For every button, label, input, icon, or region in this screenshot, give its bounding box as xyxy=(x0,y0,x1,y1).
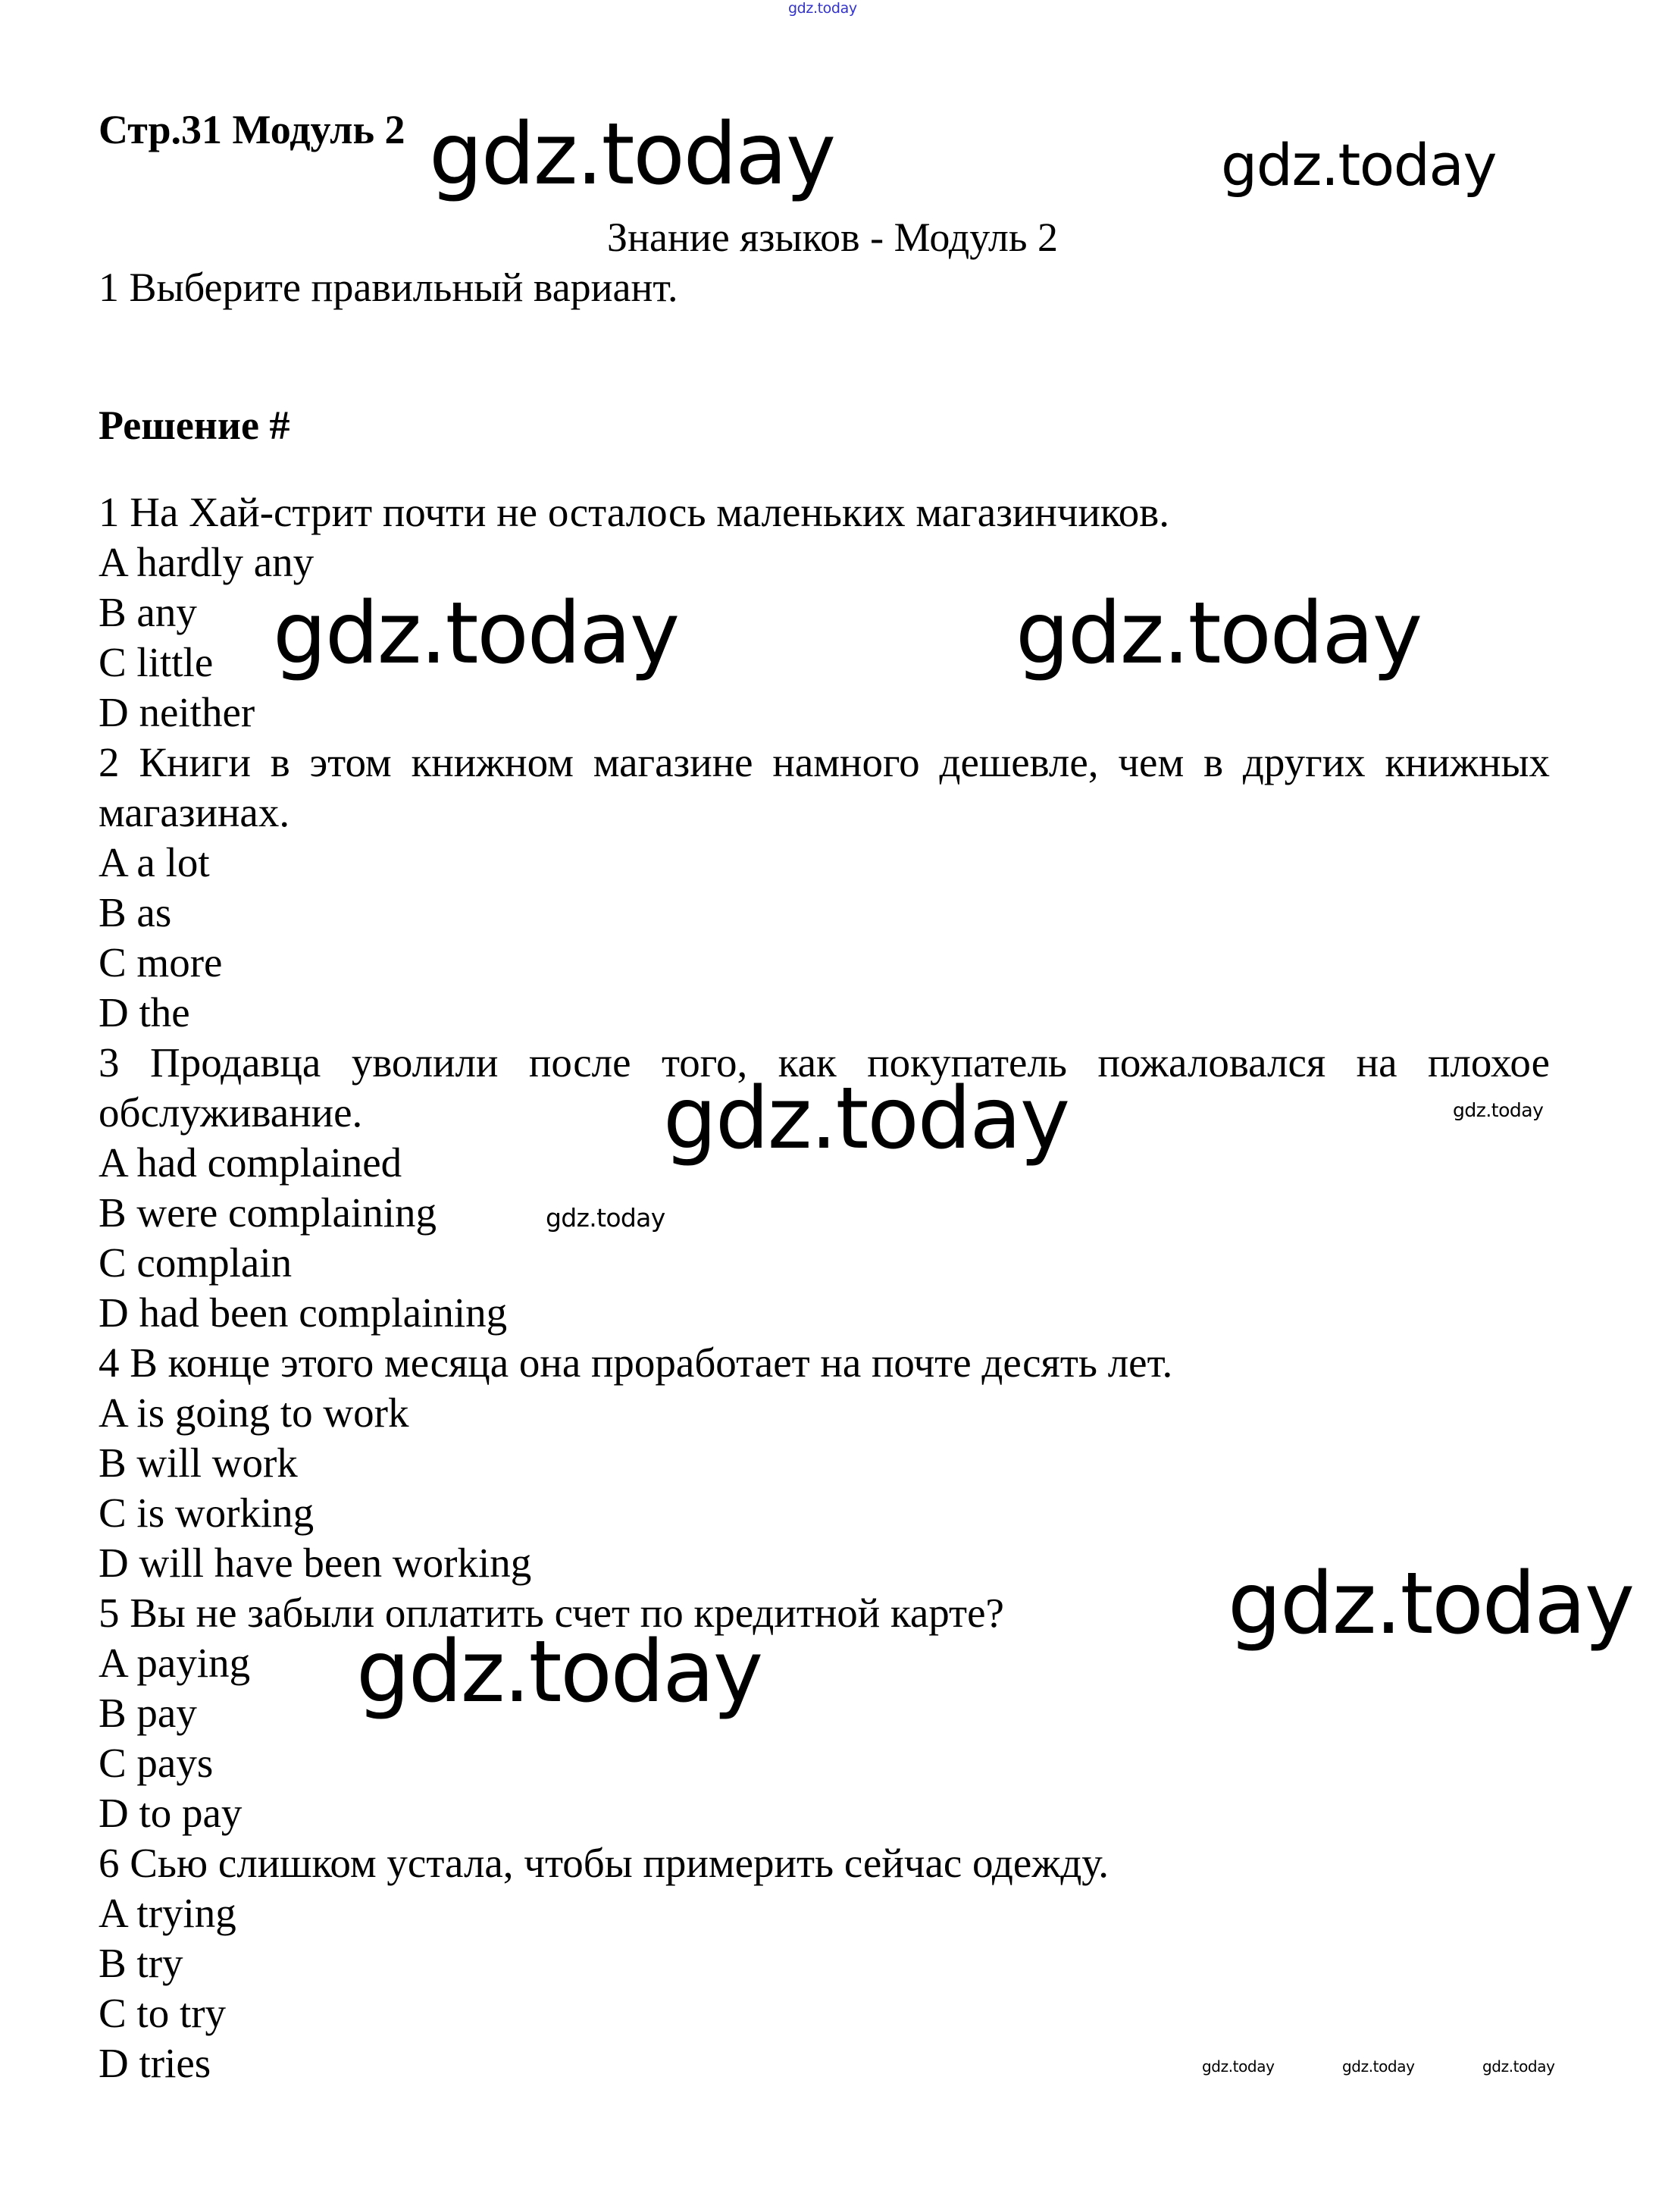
question-6-option-b: B try xyxy=(99,1940,183,1986)
watermark: gdz.today xyxy=(546,1203,665,1233)
watermark: gdz.today xyxy=(663,1070,1069,1168)
question-4-text: 4 В конце этого месяца она проработает на почте десять лет. xyxy=(99,1339,1173,1386)
watermark: gdz.today xyxy=(1221,131,1496,199)
questions-list xyxy=(99,487,1550,2088)
question-2-text-line1: 2 Книги в этом книжном магазине намного дешевле, чем в других книжных xyxy=(99,739,1550,785)
question-2-option-a: A a lot xyxy=(99,839,210,885)
watermark: gdz.today xyxy=(356,1623,762,1722)
question-2-option-d: D the xyxy=(99,989,190,1036)
question-4-option-c: C is working xyxy=(99,1490,315,1536)
question-6-option-a: A trying xyxy=(99,1890,236,1936)
question-6-option-c: C to try xyxy=(99,1990,227,2036)
solution-label: Решение # xyxy=(99,403,290,448)
question-5-option-a: A paying xyxy=(99,1640,251,1686)
section-subtitle: Знание языков - Модуль 2 xyxy=(607,215,1058,260)
question-3-option-a: A had complained xyxy=(99,1139,402,1186)
task-instruction: 1 Выберите правильный вариант. xyxy=(99,265,678,310)
question-4-option-b: B will work xyxy=(99,1440,298,1486)
question-6-text: 6 Сью слишком устала, чтобы примерить сейчас одежду. xyxy=(99,1840,1109,1886)
question-1-option-d: D neither xyxy=(99,689,255,735)
watermark: gdz.today xyxy=(1202,2057,1275,2076)
watermark: gdz.today xyxy=(429,105,834,204)
watermark: gdz.today xyxy=(1482,2057,1555,2076)
watermark: gdz.today xyxy=(1342,2057,1415,2076)
question-1-option-a: A hardly any xyxy=(99,539,315,585)
question-3-option-b: B were complaining xyxy=(99,1189,437,1236)
question-2-option-b: B as xyxy=(99,889,172,935)
watermark: gdz.today xyxy=(273,584,678,683)
question-2-text-line2: магазинах. xyxy=(99,789,290,835)
question-3-text-line2: обслуживание. xyxy=(99,1089,363,1136)
watermark: gdz.today xyxy=(1453,1099,1544,1121)
watermark: gdz.today xyxy=(1228,1555,1633,1653)
question-2-option-c: C more xyxy=(99,939,223,985)
question-1-option-b: B any xyxy=(99,589,197,635)
watermark: gdz.today xyxy=(1016,584,1421,683)
question-3-option-d: D had been complaining xyxy=(99,1289,508,1336)
question-1-text: 1 На Хай-стрит почти не осталось маленьких магазинчиков. xyxy=(99,489,1170,535)
question-1-option-c: C little xyxy=(99,639,214,685)
question-5-option-d: D to pay xyxy=(99,1790,243,1836)
page-title: Стр.31 Модуль 2 xyxy=(99,107,405,152)
watermark-top: gdz.today xyxy=(788,0,857,17)
question-5-text: 5 Вы не забыли оплатить счет по кредитной карте? xyxy=(99,1590,1004,1636)
question-3-option-c: C complain xyxy=(99,1239,293,1286)
question-4-option-d: D will have been working xyxy=(99,1540,532,1586)
question-5-option-c: C pays xyxy=(99,1740,214,1786)
question-5-option-b: B pay xyxy=(99,1690,197,1736)
question-6-option-d: D tries xyxy=(99,2040,211,2086)
question-4-option-a: A is going to work xyxy=(99,1390,409,1436)
question-3-text-line1: 3 Продавца уволили после того, как покупатель пожаловался на плохое xyxy=(99,1039,1550,1086)
